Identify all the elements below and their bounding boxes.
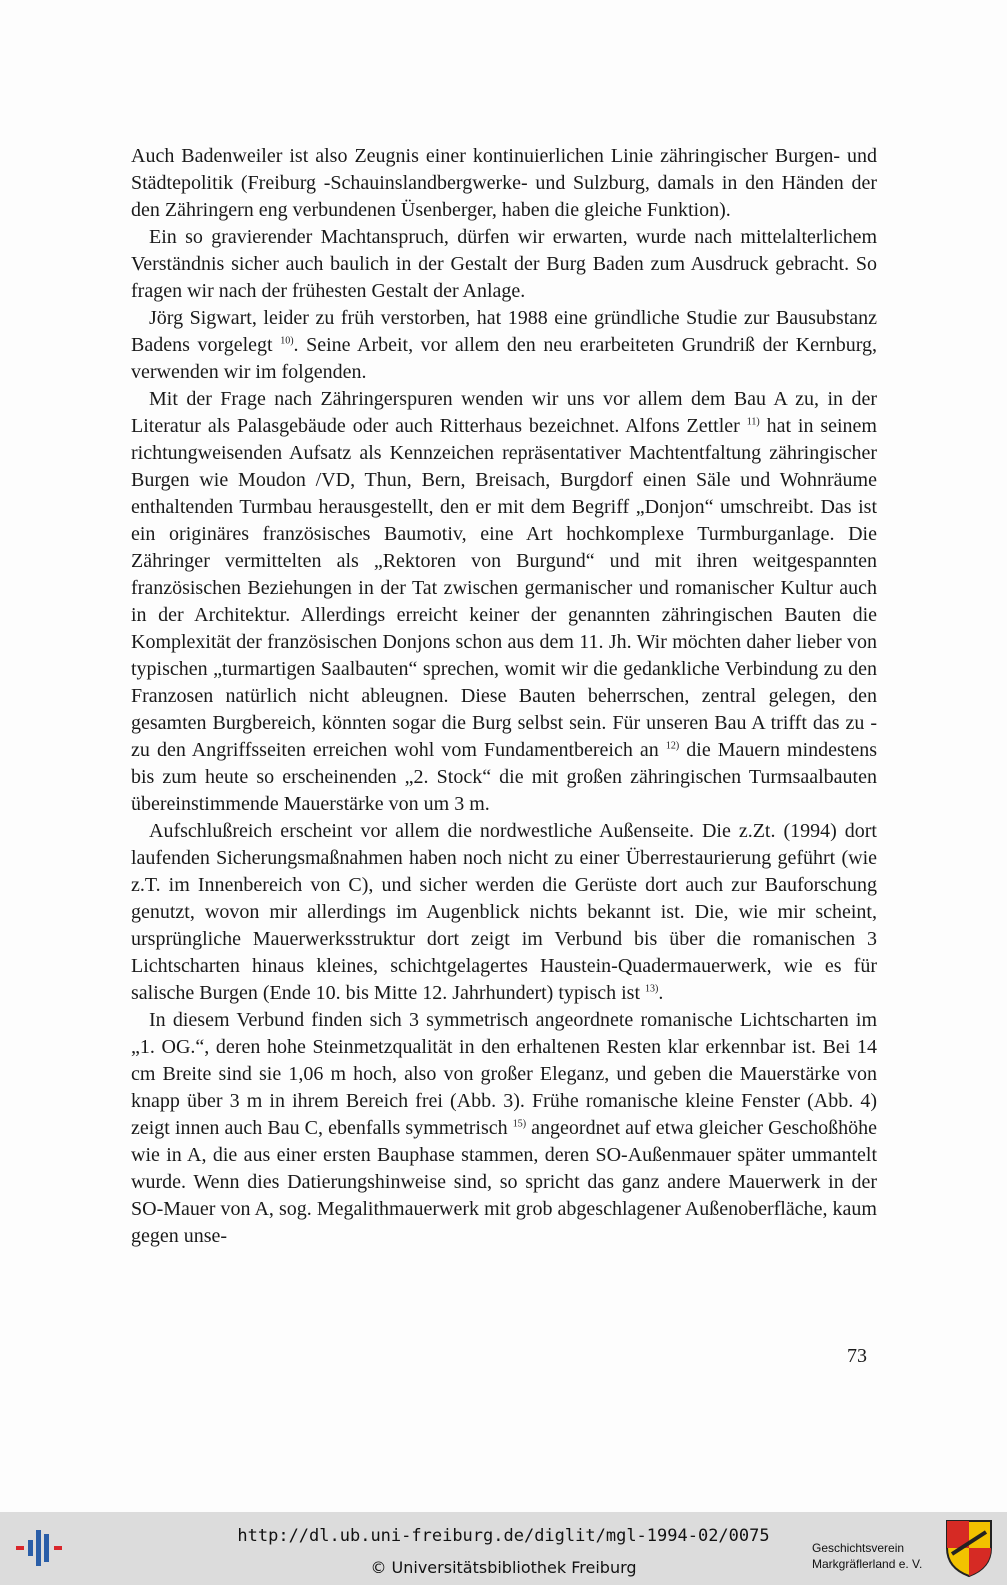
paragraph-3: Jörg Sigwart, leider zu früh verstorben, hat 1988 eine gründliche Studie zur Bausubstanz Badens vorgelegt $^{10)}$. Seine Arbeit, vor allem den neu erarbeiteten Grundriß der Kernburg, verwenden wir im folgenden. — [131, 307, 877, 383]
paragraph-6: In diesem Verbund finden sich 3 symmetrisch angeordnete romanische Lichtscharten im „1. OG.“, deren hohe Steinmetzqualität in den erhaltenen Resten klar erkennbar ist. Bei 14 cm Breite sind sie 1,06 m hoch, also von großer Eleganz, und geben die Mauerstärke von knapp über 3 m in ihrem Bereich frei (Abb. 3). Frühe romanische kleine Fenster (Abb. 4) zeigt innen auch Bau C, ebenfalls symmetrisch $^{15)}$ angeordnet auf etwa gleicher Geschoßhöhe wie in A, die aus einer ersten Bauphase stammen, deren SO-Außenmauer später ummantelt wurde. Wenn dies Datierungshinweise sind, so spricht das ganz andere Mauerwerk in der SO-Mauer von A, sog. Megalithmauerwerk mit grob abgeschlagener Außenoberfläche, kaum gegen unse- — [131, 1009, 877, 1247]
footnote-ref: 13) — [645, 983, 659, 995]
coat-of-arms-icon — [944, 1518, 994, 1578]
source-url-link[interactable]: http://dl.ub.uni-freiburg.de/diglit/mgl-1994-02/0075 — [237, 1526, 770, 1546]
paragraph-5: Aufschlußreich erscheint vor allem die nordwestliche Außenseite. Die z.Zt. (1994) dort laufenden Sicherungsmaßnahmen haben noch nicht zu einer Überrestaurierung geführt (wie z.T. im Innenbereich von C), und sicher werden die Gerüste dort auch zur Bauforschung genutzt, wovon mir allerdings im Augenblick nichts bekannt ist. Die, wie mir scheint, ursprüngliche Mauerwerksstruktur dort zeigt im Verbund bis über die romanischen 3 Lichtscharten hinaus kleines, schichtgelagertes Haustein-Quadermauerwerk, wie es für salische Burgen (Ende 10. bis Mitte 12. Jahrhundert) typisch ist $^{13)}$. — [131, 820, 877, 1004]
copyright-text: © Universitätsbibliothek Freiburg — [370, 1558, 637, 1577]
footnote-ref: 12) — [665, 740, 680, 752]
footnote-ref: 11) — [746, 416, 760, 428]
paragraph-2: Ein so gravierender Machtanspruch, dürfen wir erwarten, wurde nach mittelalterlichem Verständnis sicher auch baulich in der Gestalt der Burg Baden zum Ausdruck gebracht. So fragen wir nach der frühesten Gestalt der Anlage. — [131, 226, 877, 302]
footnote-ref: 15) — [512, 1118, 527, 1130]
paragraph-1: Auch Badenweiler ist also Zeugnis einer kontinuierlichen Linie zähringischer Burgen- und Städtepolitik (Freiburg -Schauinslandbergwerke- und Sulzburg, damals in den Händen der den Zähringern eng verbundenen Üsenberger, haben die gleiche Funktion). — [131, 145, 877, 221]
body-text — [131, 143, 877, 1250]
society-name: Geschichtsverein Markgräflerland e. V. — [812, 1541, 923, 1571]
paragraph-4: Mit der Frage nach Zähringerspuren wenden wir uns vor allem dem Bau A zu, in der Literatur als Palasgebäude oder auch Ritterhaus bezeichnet. Alfons Zettler $^{11)}$ hat in seinem richtungweisenden Aufsatz als Kennzeichen repräsentativer Machtentfaltung zähringischer Burgen wie Moudon /VD, Thun, Bern, Breisach, Burgdorf einen Säle und Wohnräume enthaltenden Turmbau herausgestellt, den er mit dem Begriff „Donjon“ umschreibt. Das ist ein originäres französisches Baumotiv, eine Art hochkomplexe Turmburganlage. Die Zähringer vermittelten als „Rektoren von Burgund“ und mit ihren weitgespannten französischen Beziehungen in der Tat zwischen germanischer und romanischer Kultur auch in der Architektur. Allerdings erreicht keiner der genannten zähringischen Bauten die Komplexität der französischen Donjons schon aus dem 11. Jh. Wir möchten daher lieber von typischen „turmartigen Saalbauten“ sprechen, womit wir die gedankliche Verbindung zu den Franzosen natürlich nicht ableugnen. Diese Bauten beherrschen, zentral gelegen, den gesamten Burgbereich, könnten sogar die Burg selbst sein. Für unseren Bau A trifft das zu - zu den Angriffsseiten erreichen wohl vom Fundamentbereich an $^{12)}$ die Mauern mindestens bis zum heute so erscheinenden „2. Stock“ die mit großen zähringischen Turmsaalbauten übereinstimmende Mauerstärke von um 3 m. — [131, 388, 878, 815]
footnote-ref: 10) — [280, 335, 294, 347]
page-number: 73 — [847, 1345, 867, 1367]
